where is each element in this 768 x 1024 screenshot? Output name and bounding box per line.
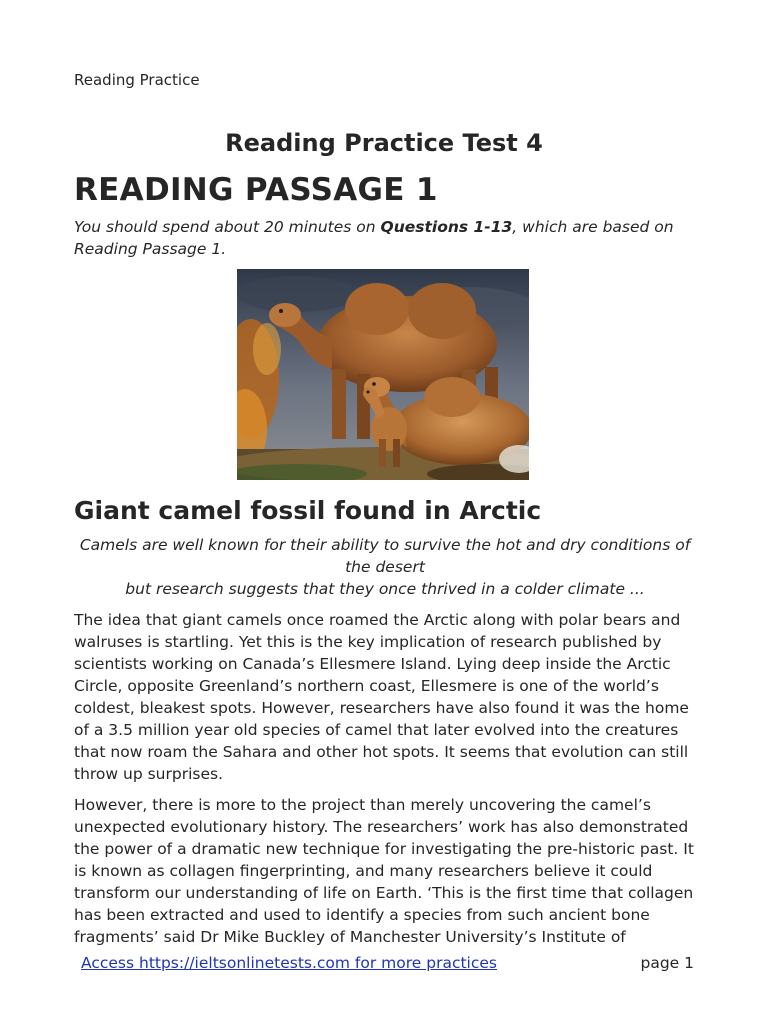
instruction-questions: Questions 1-13	[380, 218, 513, 236]
test-title: Reading Practice Test 4	[225, 129, 543, 157]
page-number: page 1	[640, 954, 694, 972]
instruction-after: , which are based on Reading Passage 1.	[74, 218, 674, 258]
instruction-before: You should spend about 20 minutes on	[74, 218, 381, 236]
article-subtitle	[74, 534, 696, 600]
subtitle-line-2: but research suggests that they once thrived in a colder climate ...	[125, 580, 645, 598]
camel-illustration	[237, 269, 529, 480]
instruction-text	[74, 216, 694, 260]
page-header: Reading Practice	[74, 71, 200, 89]
passage-heading: READING PASSAGE 1	[74, 172, 438, 208]
paragraph-2: However, there is more to the project than merely uncovering the camel’s unexpected evolutionary history. The researchers’ work has also demonstrated the power of a dramatic new technique for investigating the pre-historic past. It is known as collagen fingerprinting, and many researchers believe it could transform our understanding of life on Earth. ‘This is the first time that collagen has been extracted and used to identify a species from such ancient bone fragments’ said Dr Mike Buckley of Manchester University’s Institute of	[74, 796, 694, 946]
camel-illustration-svg	[237, 269, 529, 480]
article-title: Giant camel fossil found in Arctic	[74, 496, 542, 525]
footer-link[interactable]: Access https://ieltsonlinetests.com for more practices	[81, 954, 497, 972]
paragraph-1: The idea that giant camels once roamed the Arctic along with polar bears and walruses is startling. Yet this is the key implication of research published by scientists working on Canada’s Ellesmere Island. Lying deep inside the Arctic Circle, opposite Greenland’s northern coast, Ellesmere is one of the world’s coldest, bleakest spots. However, researchers have also found it was the home of a 3.5 million year old species of camel that later evolved into the creatures that now roam the Sahara and other hot spots. It seems that evolution can still throw up surprises.	[74, 611, 689, 783]
subtitle-line-1: Camels are well known for their ability to survive the hot and dry conditions of the desert	[79, 536, 691, 576]
